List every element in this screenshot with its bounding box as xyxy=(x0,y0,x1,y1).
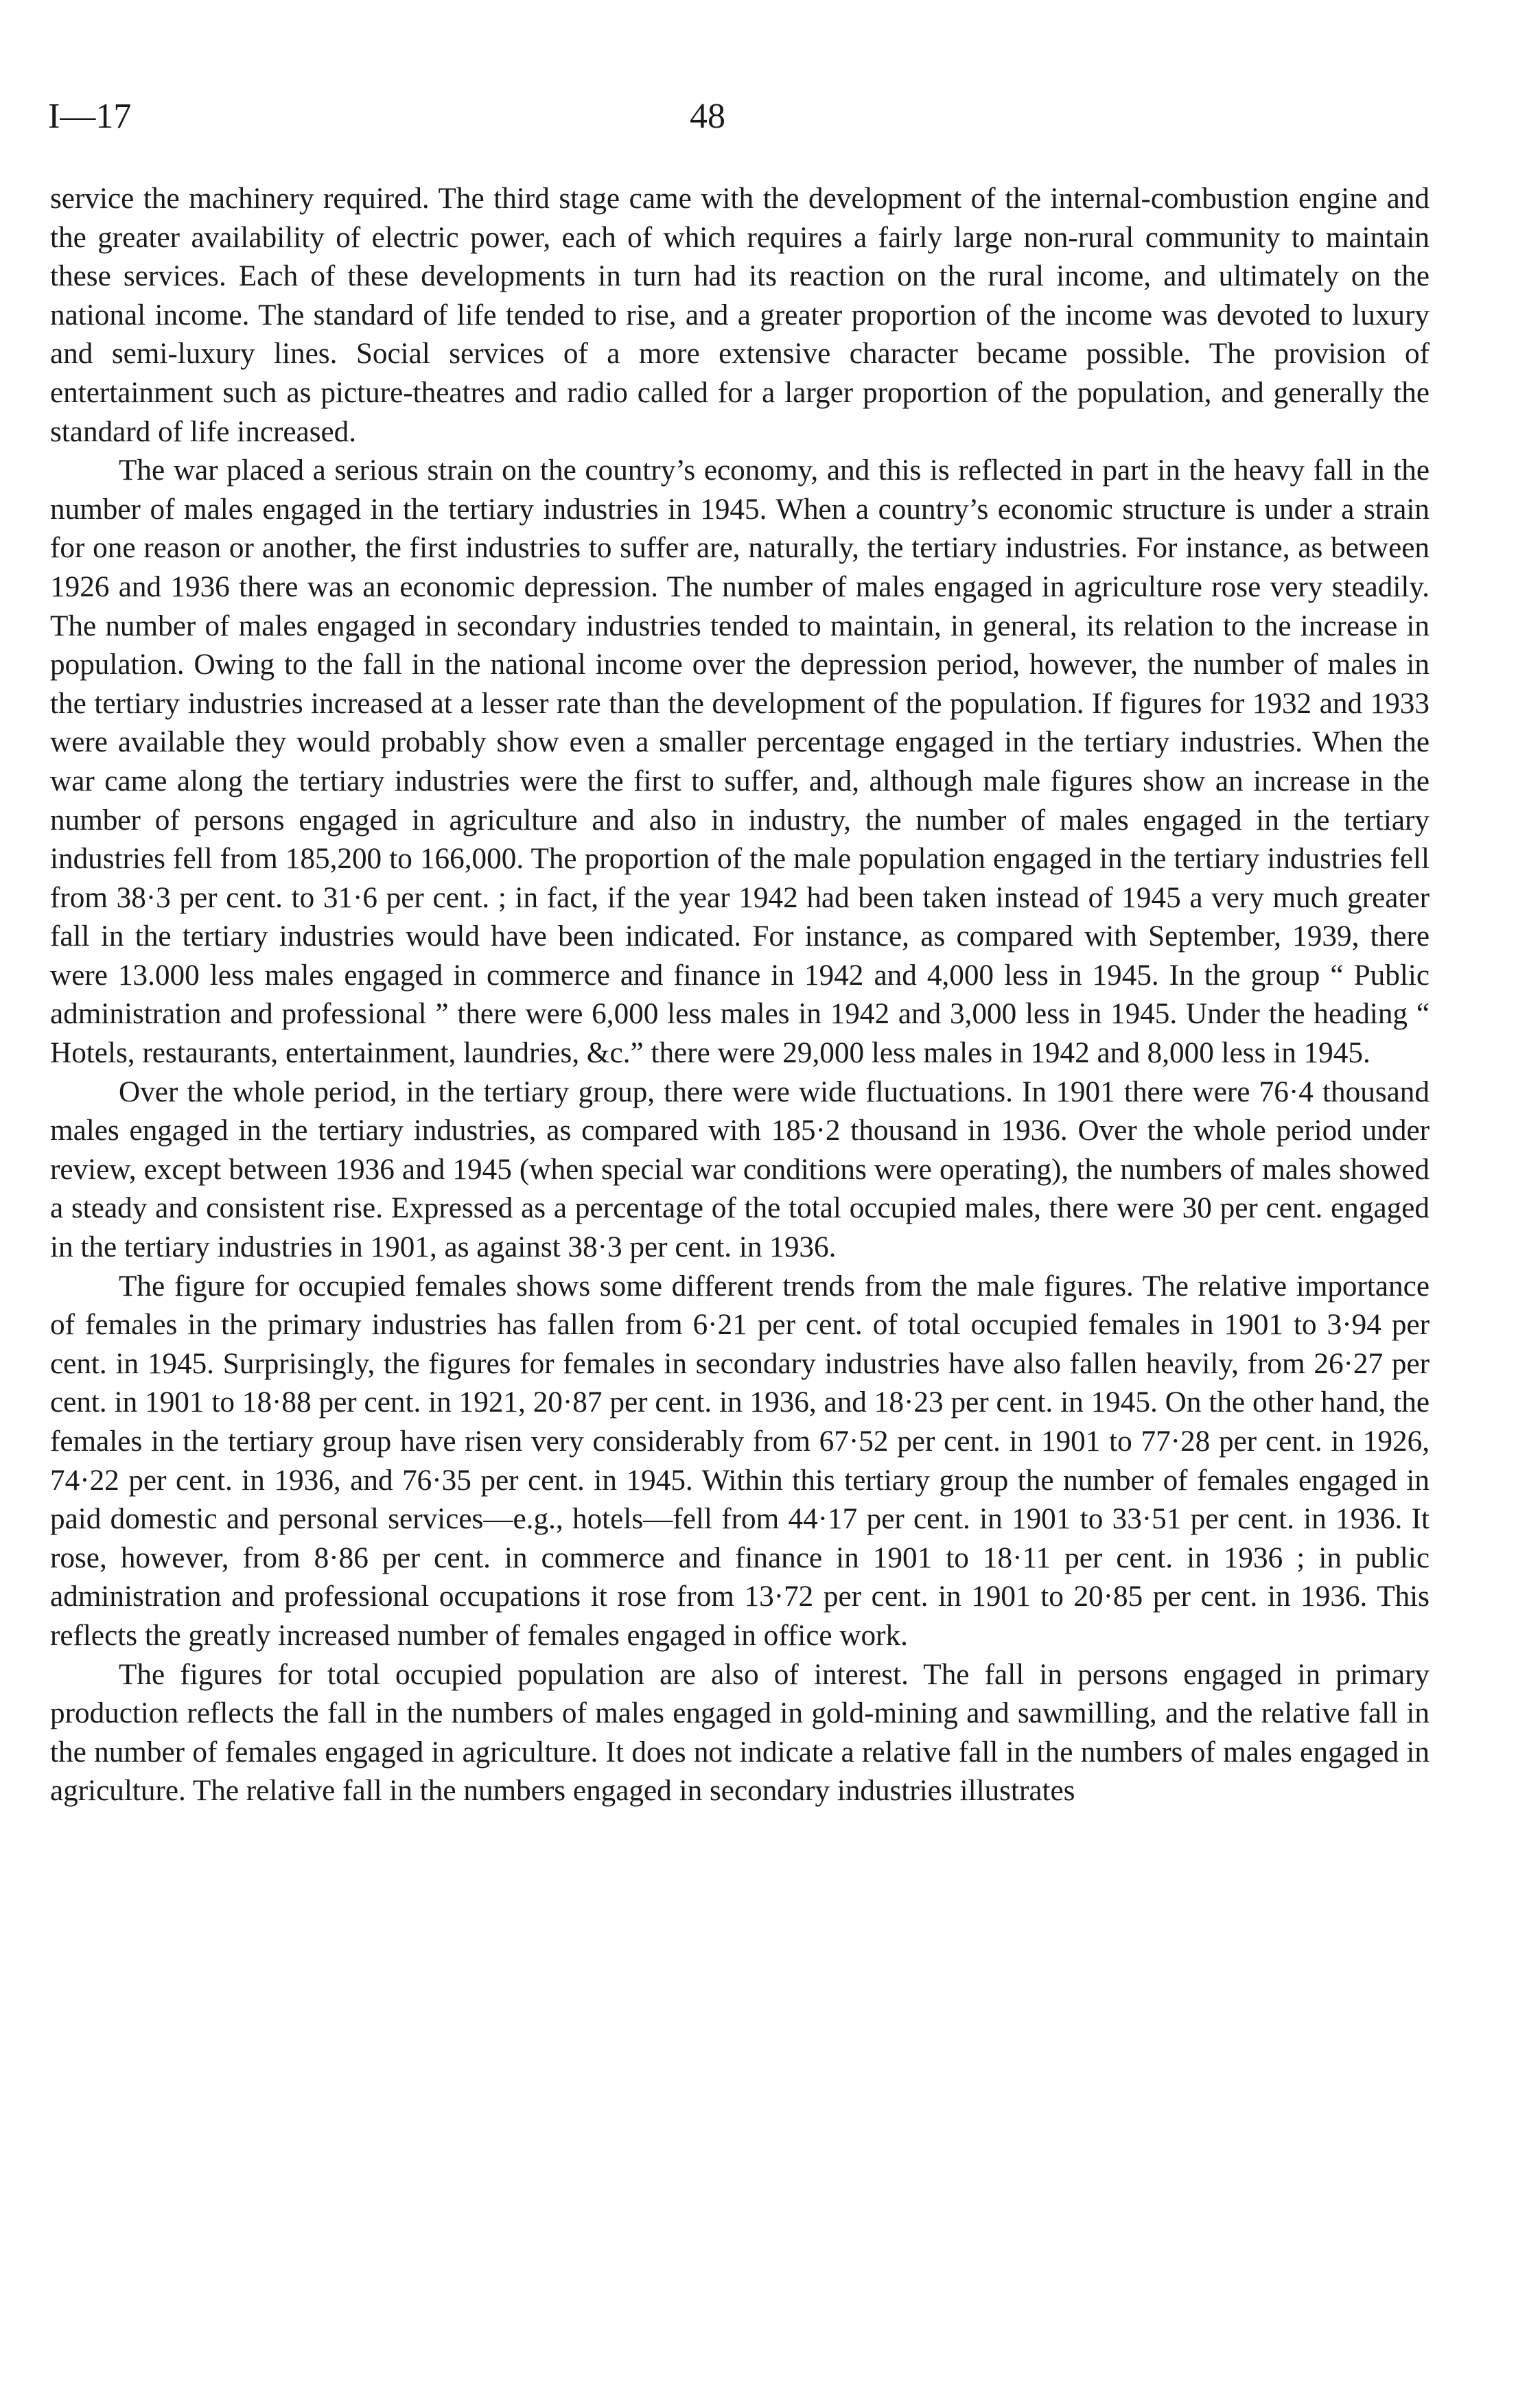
body-text xyxy=(50,180,1430,1811)
page-number: 48 xyxy=(690,97,725,136)
paragraph-continuation: service the machinery required. The third stage came with the development of the internal-combustion engine and the greater availability of electric power, each of which requires a fairly large non-rural community to maintain these services. Each of these developments in turn had its reaction on the rural income, and ultimately on the national income. The standard of life tended to rise, and a greater proportion of the income was devoted to luxury and semi-luxury lines. Social services of a more extensive character became possible. The provision of entertainment such as picture-theatres and radio called for a larger proportion of the population, and generally the standard of life increased. xyxy=(50,183,1430,448)
page-header xyxy=(48,96,1421,144)
document-reference: I—17 xyxy=(48,97,132,136)
paragraph-tertiary-fluctuations: Over the whole period, in the tertiary group, there were wide fluctuations. In 1901 there were 76·4 thousand males engaged in the tertiary industries, as compared with 185·2 thousand in 1936. Over the whole period under review, except between 1936 and 1945 (when special war conditions were operating), the numbers of males showed a steady and consistent rise. Expressed as a percentage of the total occupied males, there were 30 per cent. engaged in the tertiary industries in 1901, as against 38·3 per cent. in 1936. xyxy=(50,1075,1430,1264)
paragraph-war-strain: The war placed a serious strain on the country’s economy, and this is reflected in part in the heavy fall in the number of males engaged in the tertiary industries in 1945. When a country’s economic structure is under a strain for one reason or another, the first industries to suffer are, naturally, the tertiary industries. For instance, as between 1926 and 1936 there was an economic depression. The number of males engaged in agriculture rose very steadily. The number of males engaged in secondary industries tended to maintain, in general, its relation to the increase in population. Owing to the fall in the national income over the depression period, however, the number of males in the tertiary industries increased at a lesser rate than the development of the population. If figures for 1932 and 1933 were available they would probably show even a smaller percentage engaged in the tertiary industries. When the war came along the tertiary industries were the first to suffer, and, although male figures show an increase in the number of persons engaged in agriculture and also in industry, the number of males engaged in the tertiary industries fell from 185,200 to 166,000. The proportion of the male population engaged in the tertiary industries fell from 38·3 per cent. to 31·6 per cent. ; in fact, if the year 1942 had been taken instead of 1945 a very much greater fall in the tertiary industries would have been indicated. For instance, as compared with September, 1939, there were 13.000 less males engaged in commerce and finance in 1942 and 4,000 less in 1945. In the group “ Public administration and professional ” there were 6,000 less males in 1942 and 3,000 less in 1945. Under the heading “ Hotels, restaurants, entertainment, laundries, &c.” there were 29,000 less males in 1942 and 8,000 less in 1945. xyxy=(50,454,1430,1070)
paragraph-occupied-females: The figure for occupied females shows some different trends from the male figures. The relative importance of females in the primary industries has fallen from 6·21 per cent. of total occupied females in 1901 to 3·94 per cent. in 1945. Surprisingly, the figures for females in secondary industries have also fallen heavily, from 26·27 per cent. in 1901 to 18·88 per cent. in 1921, 20·87 per cent. in 1936, and 18·23 per cent. in 1945. On the other hand, the females in the tertiary group have risen very considerably from 67·52 per cent. in 1901 to 77·28 per cent. in 1926, 74·22 per cent. in 1936, and 76·35 per cent. in 1945. Within this tertiary group the number of females engaged in paid domestic and personal services—e.g., hotels—fell from 44·17 per cent. in 1901 to 33·51 per cent. in 1936. It rose, however, from 8·86 per cent. in commerce and finance in 1901 to 18·11 per cent. in 1936 ; in public administration and professional occupations it rose from 13·72 per cent. in 1901 to 20·85 per cent. in 1936. This reflects the greatly increased number of females engaged in office work. xyxy=(50,1270,1430,1652)
paragraph-total-population: The figures for total occupied population are also of interest. The fall in persons engaged in primary production reflects the fall in the numbers of males engaged in gold-mining and sawmilling, and the relative fall in the number of females engaged in agriculture. It does not indicate a relative fall in the numbers of males engaged in agriculture. The relative fall in the numbers engaged in secondary industries illustrates xyxy=(50,1658,1430,1808)
